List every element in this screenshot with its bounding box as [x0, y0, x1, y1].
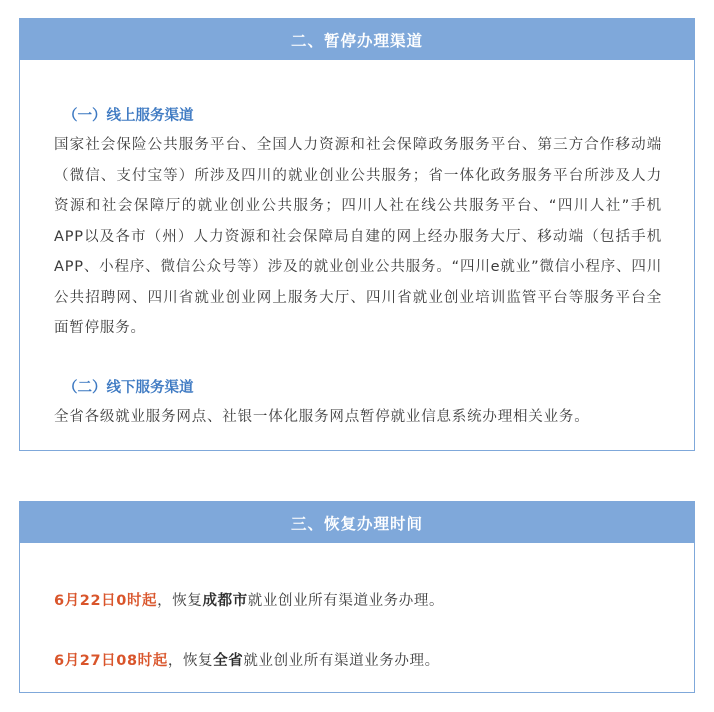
offline-channels-heading: （二）线下服务渠道 [63, 379, 194, 396]
offline-channels-text: 全省各级就业服务网点、社银一体化服务网点暂停就业信息系统办理相关业务。 [54, 408, 590, 425]
section-title: 二、暂停办理渠道 [20, 19, 694, 60]
resume-date: 6月22日0时起 [54, 593, 158, 609]
resume-time-section [19, 501, 695, 693]
section-body [20, 60, 694, 432]
resume-item [54, 646, 662, 676]
resume-rest: 就业创业所有渠道业务办理。 [243, 653, 440, 669]
resume-connector: ，恢复 [157, 593, 203, 609]
section-title: 三、恢复办理时间 [20, 502, 694, 543]
suspended-channels-section [19, 18, 695, 451]
resume-rest: 就业创业所有渠道业务办理。 [247, 593, 445, 609]
online-channels-text: 国家社会保险公共服务平台、全国人力资源和社会保障政务服务平台、第三方合作移动端（微信、支付宝等）所涉及四川的就业创业公共服务；省一体化政务服务平台所涉及人力资源和社会保障厅的就业创业公共服务；四川人社在线公共服务平台、“四川人社”手机APP以及各市（州）人力资源和社会保障局自建的网上经办服务大厅、移动端（包括手机APP、小程序、微信公众号等）涉及的就业创业公共服务。“四川e就业”微信小程序、四川公共招聘网、四川省就业创业网上服务大厅、四川省就业创业培训监管平台等服务平台全面暂停服务。 [54, 137, 662, 336]
resume-item [54, 586, 662, 616]
resume-scope: 成都市 [202, 593, 248, 609]
resume-connector: ，恢复 [167, 653, 214, 669]
resume-date: 6月27日08时起 [54, 653, 168, 669]
spacer [54, 344, 662, 374]
section-body [20, 543, 694, 676]
resume-scope: 全省 [213, 653, 244, 669]
online-channels-heading: （一）线上服务渠道 [63, 108, 194, 124]
